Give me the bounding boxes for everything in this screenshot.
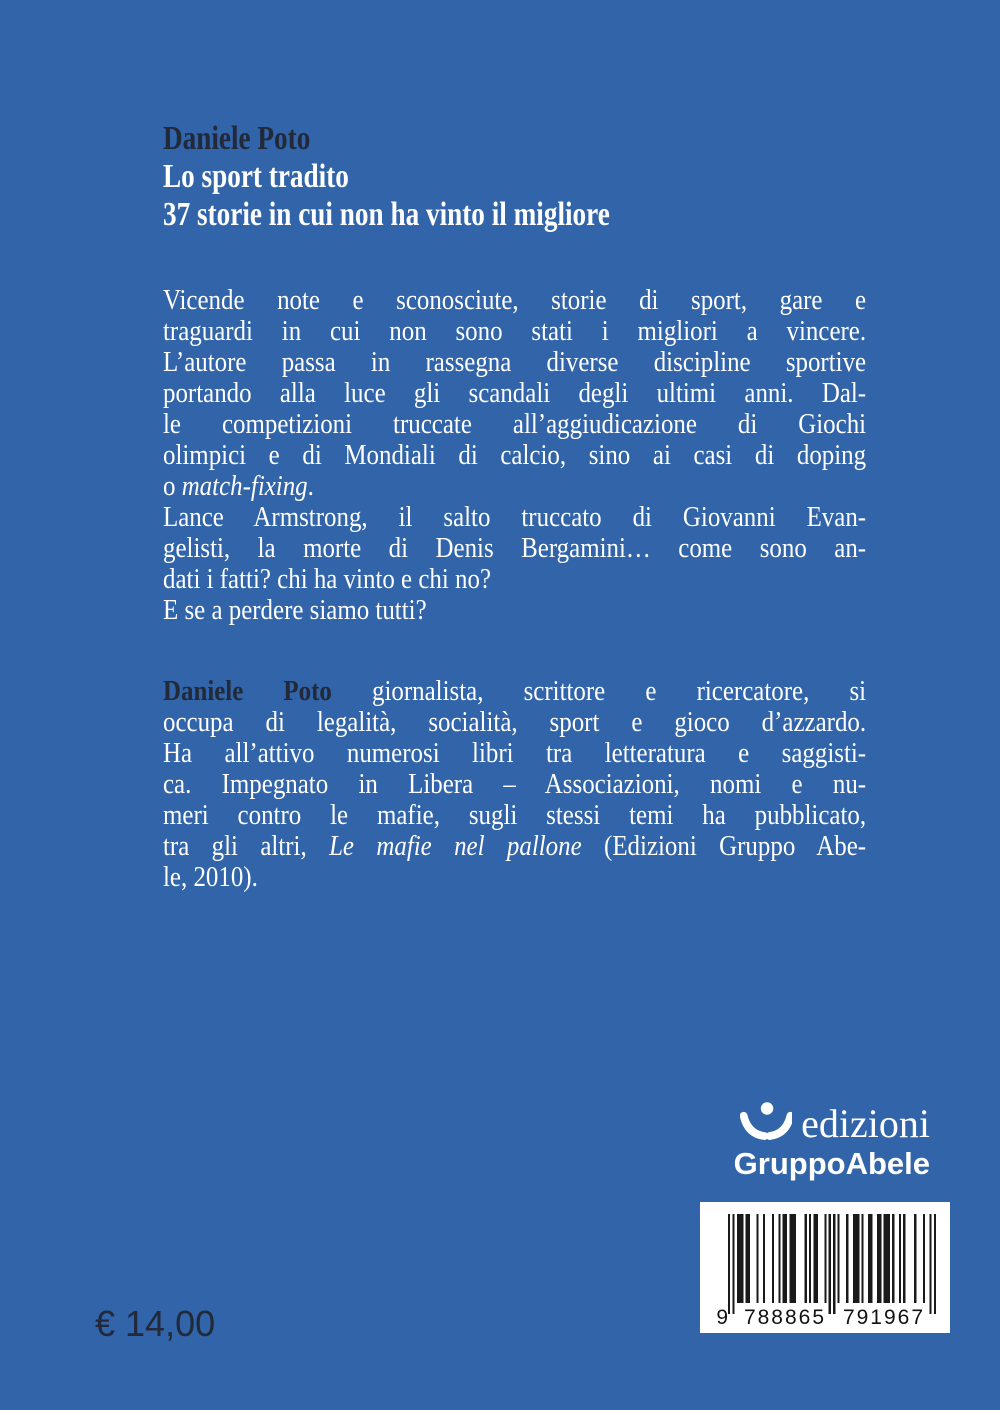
- text-line: portando alla luce gli scandali degli ultimi anni. Dal-: [163, 378, 867, 409]
- text-line: occupa di legalità, socialità, sport e gioco d’azzardo.: [163, 707, 867, 738]
- isbn-digits-group2: 791967: [842, 1306, 926, 1329]
- publisher-gruppoabele-label: GruppoAbele: [733, 1146, 930, 1181]
- text-line: le competizioni truccate all’aggiudicazione di Giochi: [163, 409, 867, 440]
- text-line: Vicende note e sconosciute, storie di sport, gare e: [163, 285, 867, 316]
- author-name: Daniele Poto: [163, 120, 311, 157]
- author-bio-paragraph: [163, 676, 866, 893]
- publisher-logo-row: [734, 1100, 930, 1144]
- title-block: [163, 120, 610, 234]
- barcode-bars: [728, 1214, 936, 1314]
- person-open-arms-icon: [740, 1100, 792, 1144]
- synopsis-paragraph: [163, 285, 866, 626]
- text-line: ca. Impegnato in Libera – Associazioni, nomi e nu-: [163, 769, 867, 800]
- isbn-digits-group1: 788865: [743, 1306, 827, 1329]
- isbn-digit-prefix: 9: [716, 1306, 728, 1329]
- text-line: Ha all’attivo numerosi libri tra letteratura e saggisti-: [163, 738, 867, 769]
- text-line: Daniele Poto giornalista, scrittore e ricercatore, si: [163, 676, 867, 707]
- text-line: meri contro le mafie, sugli stessi temi ha pubblicato,: [163, 800, 867, 831]
- publisher-edizioni-label: edizioni: [801, 1101, 930, 1146]
- text-line: le, 2010).: [163, 862, 258, 893]
- text-line: gelisti, la morte di Denis Bergamini… come sono an-: [163, 533, 867, 564]
- book-title: Lo sport tradito: [163, 158, 349, 195]
- publisher-logo: [734, 1100, 930, 1180]
- barcode: [700, 1202, 950, 1333]
- price-label: € 14,00: [95, 1303, 216, 1344]
- book-subtitle: 37 storie in cui non ha vinto il migliore: [163, 196, 610, 233]
- text-line: olimpici e di Mondiali di calcio, sino ai casi di doping: [163, 440, 867, 471]
- text-line: E se a perdere siamo tutti?: [163, 595, 427, 626]
- text-line: traguardi in cui non sono stati i migliori a vincere.: [163, 316, 867, 347]
- text-line: o match-fixing.: [163, 471, 314, 502]
- text-line: Lance Armstrong, il salto truccato di Giovanni Evan-: [163, 502, 867, 533]
- text-line: dati i fatti? chi ha vinto e chi no?: [163, 564, 492, 595]
- text-line: tra gli altri, Le mafie nel pallone (Edizioni Gruppo Abe-: [163, 831, 867, 862]
- text-line: L’autore passa in rassegna diverse discipline sportive: [163, 347, 867, 378]
